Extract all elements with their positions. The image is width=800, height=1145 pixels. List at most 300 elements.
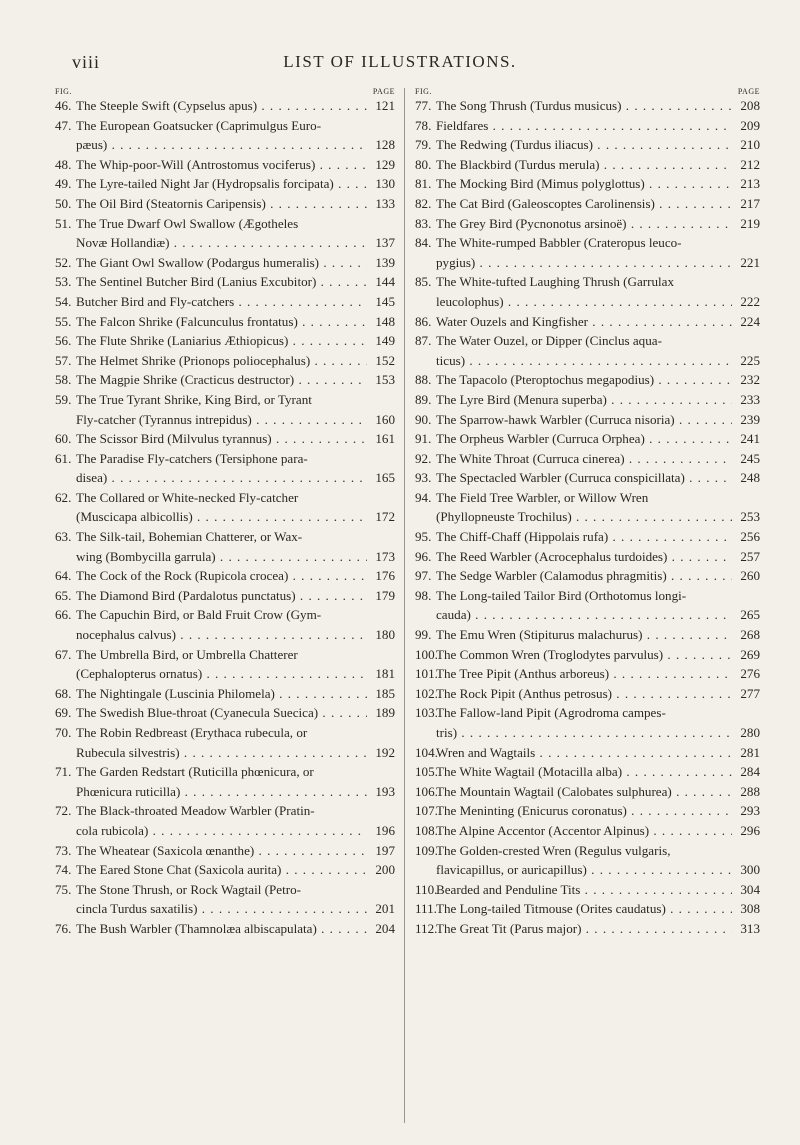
page-reference: 245 bbox=[740, 450, 760, 466]
figure-caption: The Alpine Accentor (Accentor Alpinus) . . . bbox=[436, 821, 732, 841]
list-item bbox=[415, 782, 760, 802]
list-item bbox=[415, 547, 760, 567]
list-item bbox=[55, 449, 395, 488]
list-item bbox=[415, 566, 760, 586]
list-item bbox=[55, 312, 395, 332]
page-reference: 308 bbox=[740, 901, 760, 917]
figure-caption: The Stone Thrush, or Rock Wagtail (Petro- bbox=[76, 881, 302, 897]
page-reference: 173 bbox=[375, 548, 395, 564]
list-item bbox=[55, 723, 395, 762]
list-item bbox=[55, 841, 395, 861]
figure-number: 107. bbox=[415, 803, 438, 819]
figure-number: 99. bbox=[415, 627, 432, 643]
list-item bbox=[55, 351, 395, 371]
page-heading: PAGE bbox=[737, 87, 760, 96]
list-item bbox=[415, 841, 760, 880]
page-number: viii bbox=[72, 52, 101, 72]
figure-number: 91. bbox=[415, 431, 432, 447]
list-item bbox=[55, 116, 395, 155]
figure-caption: The Sparrow-hawk Warbler (Curruca nisoria) . . . bbox=[436, 410, 732, 430]
figure-caption: Rubecula silvestris) . . . bbox=[76, 743, 367, 763]
list-item bbox=[55, 586, 395, 606]
list-item bbox=[55, 194, 395, 214]
list-item bbox=[55, 527, 395, 566]
figure-caption: The Emu Wren (Stipiturus malachurus) . . . bbox=[436, 625, 732, 645]
figure-caption: pæus) . . . bbox=[76, 135, 367, 155]
figure-caption: The Tree Pipit (Anthus arboreus) . . . bbox=[436, 664, 732, 684]
figure-caption: The Golden-crested Wren (Regulus vulgaris, bbox=[436, 842, 671, 858]
figure-number: 90. bbox=[415, 411, 432, 427]
figure-number: 106. bbox=[415, 783, 438, 799]
list-item bbox=[55, 645, 395, 684]
column-heading bbox=[415, 88, 760, 96]
page-reference: 197 bbox=[375, 842, 395, 858]
page-reference: 204 bbox=[375, 920, 395, 936]
figure-number: 49. bbox=[55, 176, 72, 192]
figure-caption: flavicapillus, or auricapillus) . . . bbox=[436, 860, 732, 880]
figure-number: 73. bbox=[55, 842, 72, 858]
figure-caption: (Cephalopterus ornatus) . . . bbox=[76, 664, 367, 684]
right-column bbox=[415, 88, 760, 939]
figure-number: 50. bbox=[55, 195, 72, 211]
figure-number: 76. bbox=[55, 920, 72, 936]
list-item bbox=[55, 292, 395, 312]
figure-caption: cauda) . . . bbox=[436, 605, 732, 625]
figure-caption: The Eared Stone Chat (Saxicola aurita) . . . bbox=[76, 860, 367, 880]
figure-number: 93. bbox=[415, 470, 432, 486]
figure-caption: nocephalus calvus) . . . bbox=[76, 625, 367, 645]
figure-caption: The Lyre Bird (Menura superba) . . . bbox=[436, 390, 732, 410]
figure-caption: The White Throat (Curruca cinerea) . . . bbox=[436, 449, 732, 469]
page-reference: 257 bbox=[740, 548, 760, 564]
page-reference: 189 bbox=[375, 705, 395, 721]
illustration-list-left bbox=[55, 96, 395, 939]
page-reference: 193 bbox=[375, 783, 395, 799]
list-item bbox=[415, 194, 760, 214]
figure-number: 46. bbox=[55, 98, 72, 113]
page-reference: 276 bbox=[740, 666, 760, 682]
figure-number: 96. bbox=[415, 548, 432, 564]
list-item bbox=[55, 253, 395, 273]
figure-caption: (Muscicapa albicollis) . . . bbox=[76, 507, 367, 527]
page-reference: 161 bbox=[375, 431, 395, 447]
figure-number: 104. bbox=[415, 744, 438, 760]
page-reference: 304 bbox=[740, 881, 760, 897]
list-item bbox=[55, 488, 395, 527]
figure-caption: pygius) . . . bbox=[436, 253, 732, 273]
page-reference: 139 bbox=[375, 254, 395, 270]
list-item bbox=[55, 96, 395, 116]
page-reference: 121 bbox=[375, 98, 395, 113]
figure-caption: The True Dwarf Owl Swallow (Ægotheles bbox=[76, 215, 299, 231]
figure-caption: The Grey Bird (Pycnonotus arsinoë) . . . bbox=[436, 214, 732, 234]
page-reference: 225 bbox=[740, 352, 760, 368]
page-reference: 288 bbox=[740, 783, 760, 799]
column-heading bbox=[55, 88, 395, 96]
list-item bbox=[415, 899, 760, 919]
list-item bbox=[415, 762, 760, 782]
figure-number: 98. bbox=[415, 587, 432, 603]
figure-number: 58. bbox=[55, 372, 72, 388]
figure-caption: The Swedish Blue-throat (Cyanecula Suecica) . . . bbox=[76, 703, 367, 723]
figure-number: 74. bbox=[55, 862, 72, 878]
figure-caption: The Long-tailed Tailor Bird (Orthotomus longi- bbox=[436, 587, 687, 603]
page-reference: 165 bbox=[375, 470, 395, 486]
figure-number: 84. bbox=[415, 235, 432, 251]
figure-number: 51. bbox=[55, 215, 72, 231]
list-item bbox=[55, 155, 395, 175]
figure-number: 55. bbox=[55, 313, 72, 329]
page-reference: 130 bbox=[375, 176, 395, 192]
figure-number: 88. bbox=[415, 372, 432, 388]
page-reference: 221 bbox=[740, 254, 760, 270]
figure-number: 47. bbox=[55, 117, 72, 133]
figure-number: 102. bbox=[415, 685, 438, 701]
figure-number: 110. bbox=[415, 881, 438, 897]
figure-number: 101. bbox=[415, 666, 438, 682]
page-reference: 148 bbox=[375, 313, 395, 329]
page-reference: 208 bbox=[740, 98, 760, 113]
figure-caption: The Sentinel Butcher Bird (Lanius Excubitor) . . . bbox=[76, 272, 367, 292]
figure-caption: The Reed Warbler (Acrocephalus turdoides) . . . bbox=[436, 547, 732, 567]
figure-number: 69. bbox=[55, 705, 72, 721]
left-column bbox=[55, 88, 395, 939]
page-reference: 200 bbox=[375, 862, 395, 878]
figure-number: 89. bbox=[415, 391, 432, 407]
figure-caption: The Diamond Bird (Pardalotus punctatus) . . . bbox=[76, 586, 367, 606]
page-reference: 293 bbox=[740, 803, 760, 819]
page-reference: 217 bbox=[740, 195, 760, 211]
figure-caption: The Garden Redstart (Ruticilla phœnicura, or bbox=[76, 764, 314, 780]
figure-number: 68. bbox=[55, 685, 72, 701]
list-item bbox=[415, 664, 760, 684]
page-reference: 172 bbox=[375, 509, 395, 525]
page-reference: 313 bbox=[740, 920, 760, 936]
list-item bbox=[415, 645, 760, 665]
list-item bbox=[415, 625, 760, 645]
list-item bbox=[415, 488, 760, 527]
figure-caption: The Oil Bird (Steatornis Caripensis) . . . bbox=[76, 194, 367, 214]
list-item bbox=[55, 272, 395, 292]
figure-caption: The Cock of the Rock (Rupicola crocea) . . . bbox=[76, 566, 367, 586]
figure-caption: disea) . . . bbox=[76, 468, 367, 488]
figure-number: 83. bbox=[415, 215, 432, 231]
figure-number: 54. bbox=[55, 293, 72, 309]
figure-caption: The Mountain Wagtail (Calobates sulphurea) . . . bbox=[436, 782, 732, 802]
figure-number: 66. bbox=[55, 607, 72, 623]
figure-caption: The Giant Owl Swallow (Podargus humeralis) . . . bbox=[76, 253, 367, 273]
page-reference: 152 bbox=[375, 352, 395, 368]
figure-caption: The Flute Shrike (Laniarius Æthiopicus) . . . bbox=[76, 331, 367, 351]
figure-number: 85. bbox=[415, 274, 432, 290]
list-item bbox=[415, 174, 760, 194]
page-reference: 128 bbox=[375, 137, 395, 153]
figure-caption: Wren and Wagtails . . . bbox=[436, 743, 732, 763]
figure-caption: The Field Tree Warbler, or Willow Wren bbox=[436, 489, 649, 505]
page-reference: 269 bbox=[740, 646, 760, 662]
figure-caption: tris) . . . bbox=[436, 723, 732, 743]
figure-caption: The Cat Bird (Galeoscoptes Carolinensis) . . . bbox=[436, 194, 732, 214]
figure-caption: The Long-tailed Titmouse (Orites caudatus) . . . bbox=[436, 899, 732, 919]
figure-caption: The Helmet Shrike (Prionops poliocephalus) . . . bbox=[76, 351, 367, 371]
figure-caption: leucolophus) . . . bbox=[436, 292, 732, 312]
figure-caption: The Wheatear (Saxicola œnanthe) . . . bbox=[76, 841, 367, 861]
list-item bbox=[415, 135, 760, 155]
figure-caption: The Chiff-Chaff (Hippolais rufa) . . . bbox=[436, 527, 732, 547]
column-divider bbox=[404, 88, 405, 1123]
figure-caption: The Mocking Bird (Mimus polyglottus) . . . bbox=[436, 174, 732, 194]
figure-number: 67. bbox=[55, 646, 72, 662]
page-reference: 145 bbox=[375, 293, 395, 309]
figure-caption: cincla Turdus saxatilis) . . . bbox=[76, 899, 367, 919]
figure-number: 81. bbox=[415, 176, 432, 192]
page-reference: 181 bbox=[375, 666, 395, 682]
list-item bbox=[415, 919, 760, 939]
list-item bbox=[415, 272, 760, 311]
list-item bbox=[415, 233, 760, 272]
figure-caption: The Common Wren (Troglodytes parvulus) . . . bbox=[436, 645, 732, 665]
page-reference: 201 bbox=[375, 901, 395, 917]
figure-caption: The European Goatsucker (Caprimulgus Euro- bbox=[76, 117, 322, 133]
list-item bbox=[415, 370, 760, 390]
list-item bbox=[415, 743, 760, 763]
figure-caption: The Meninting (Enicurus coronatus) . . . bbox=[436, 801, 732, 821]
page-reference: 153 bbox=[375, 372, 395, 388]
figure-caption: The Rock Pipit (Anthus petrosus) . . . bbox=[436, 684, 732, 704]
figure-number: 109. bbox=[415, 842, 438, 858]
figure-caption: ticus) . . . bbox=[436, 351, 732, 371]
figure-caption: The Collared or White-necked Fly-catcher bbox=[76, 489, 299, 505]
list-item bbox=[415, 312, 760, 332]
page-title: LIST OF ILLUSTRATIONS. bbox=[283, 52, 517, 71]
fig-heading: FIG. bbox=[55, 87, 72, 96]
list-item bbox=[55, 762, 395, 801]
list-item bbox=[415, 331, 760, 370]
list-item bbox=[415, 429, 760, 449]
list-item bbox=[415, 449, 760, 469]
figure-number: 64. bbox=[55, 568, 72, 584]
page-reference: 233 bbox=[740, 391, 760, 407]
page-reference: 284 bbox=[740, 764, 760, 780]
list-item bbox=[55, 566, 395, 586]
page-reference: 209 bbox=[740, 117, 760, 133]
figure-caption: The Scissor Bird (Milvulus tyrannus) . . . bbox=[76, 429, 367, 449]
figure-number: 60. bbox=[55, 431, 72, 447]
list-item bbox=[55, 919, 395, 939]
figure-caption: The Bush Warbler (Thamnolæa albiscapulata) . . . bbox=[76, 919, 367, 939]
page-reference: 281 bbox=[740, 744, 760, 760]
page-reference: 253 bbox=[740, 509, 760, 525]
figure-number: 103. bbox=[415, 705, 438, 721]
fig-heading: FIG. bbox=[415, 87, 432, 96]
figure-number: 65. bbox=[55, 587, 72, 603]
page-reference: 232 bbox=[740, 372, 760, 388]
figure-caption: cola rubicola) . . . bbox=[76, 821, 367, 841]
figure-caption: The Redwing (Turdus iliacus) . . . bbox=[436, 135, 732, 155]
list-item bbox=[55, 370, 395, 390]
page-heading: PAGE bbox=[372, 87, 395, 96]
page-reference: 222 bbox=[740, 293, 760, 309]
figure-caption: The White Wagtail (Motacilla alba) . . . bbox=[436, 762, 732, 782]
page-reference: 213 bbox=[740, 176, 760, 192]
figure-number: 112. bbox=[415, 920, 438, 936]
list-item bbox=[415, 586, 760, 625]
list-item bbox=[55, 390, 395, 429]
list-item bbox=[55, 174, 395, 194]
figure-caption: The Fallow-land Pipit (Agrodroma campes- bbox=[436, 705, 666, 721]
figure-caption: The True Tyrant Shrike, King Bird, or Tyrant bbox=[76, 391, 312, 407]
list-item bbox=[415, 703, 760, 742]
figure-caption: The White-tufted Laughing Thrush (Garrulax bbox=[436, 274, 675, 290]
figure-number: 72. bbox=[55, 803, 72, 819]
page-reference: 300 bbox=[740, 862, 760, 878]
page-reference: 219 bbox=[740, 215, 760, 231]
list-item bbox=[415, 684, 760, 704]
page-reference: 129 bbox=[375, 156, 395, 172]
figure-number: 63. bbox=[55, 529, 72, 545]
figure-caption: The Lyre-tailed Night Jar (Hydropsalis forcipata) . . . bbox=[76, 174, 367, 194]
figure-number: 78. bbox=[415, 117, 432, 133]
figure-caption: The Umbrella Bird, or Umbrella Chatterer bbox=[76, 646, 298, 662]
list-item bbox=[415, 155, 760, 175]
page-reference: 210 bbox=[740, 137, 760, 153]
page-reference: 241 bbox=[740, 431, 760, 447]
list-item bbox=[415, 390, 760, 410]
list-item bbox=[55, 684, 395, 704]
figure-caption: The Nightingale (Luscinia Philomela) . . . bbox=[76, 684, 367, 704]
list-item bbox=[415, 96, 760, 116]
figure-caption: The Tapacolo (Pteroptochus megapodius) . . . bbox=[436, 370, 732, 390]
figure-number: 87. bbox=[415, 333, 432, 349]
list-item bbox=[55, 429, 395, 449]
figure-caption: The Spectacled Warbler (Curruca conspicillata) . . . bbox=[436, 468, 732, 488]
page-reference: 196 bbox=[375, 822, 395, 838]
page-reference: 144 bbox=[375, 274, 395, 290]
figure-number: 75. bbox=[55, 881, 72, 897]
list-item bbox=[415, 821, 760, 841]
figure-caption: The Black-throated Meadow Warbler (Pratin- bbox=[76, 803, 315, 819]
figure-number: 82. bbox=[415, 195, 432, 211]
figure-number: 92. bbox=[415, 450, 432, 466]
figure-number: 80. bbox=[415, 156, 432, 172]
figure-number: 59. bbox=[55, 391, 72, 407]
illustration-list-right bbox=[415, 96, 760, 939]
page-reference: 277 bbox=[740, 685, 760, 701]
figure-number: 105. bbox=[415, 764, 438, 780]
figure-caption: The White-rumped Babbler (Crateropus leuco- bbox=[436, 235, 682, 251]
figure-caption: The Whip-poor-Will (Antrostomus vociferus) . . . bbox=[76, 155, 367, 175]
page-reference: 192 bbox=[375, 744, 395, 760]
figure-number: 108. bbox=[415, 822, 438, 838]
figure-caption: wing (Bombycilla garrula) . . . bbox=[76, 547, 367, 567]
figure-caption: The Falcon Shrike (Falcunculus frontatus) . . . bbox=[76, 312, 367, 332]
page-reference: 296 bbox=[740, 822, 760, 838]
page-reference: 256 bbox=[740, 529, 760, 545]
list-item bbox=[415, 116, 760, 136]
figure-number: 111. bbox=[415, 901, 437, 917]
list-item bbox=[55, 860, 395, 880]
figure-number: 94. bbox=[415, 489, 432, 505]
figure-caption: Phœnicura ruticilla) . . . bbox=[76, 782, 367, 802]
figure-number: 61. bbox=[55, 450, 72, 466]
list-item bbox=[55, 801, 395, 840]
list-item bbox=[415, 801, 760, 821]
figure-caption: The Water Ouzel, or Dipper (Cinclus aqua- bbox=[436, 333, 662, 349]
figure-caption: The Song Thrush (Turdus musicus) . . . bbox=[436, 96, 732, 116]
page-reference: 185 bbox=[375, 685, 395, 701]
figure-caption: The Robin Redbreast (Erythaca rubecula, or bbox=[76, 725, 308, 740]
page-reference: 260 bbox=[740, 568, 760, 584]
page-reference: 248 bbox=[740, 470, 760, 486]
page-reference: 212 bbox=[740, 156, 760, 172]
list-item bbox=[55, 703, 395, 723]
figure-caption: Fly-catcher (Tyrannus intrepidus) . . . bbox=[76, 410, 367, 430]
list-item bbox=[415, 214, 760, 234]
figure-number: 62. bbox=[55, 489, 72, 505]
page-reference: 160 bbox=[375, 411, 395, 427]
figure-caption: The Steeple Swift (Cypselus apus) . . . bbox=[76, 96, 367, 116]
figure-caption: (Phyllopneuste Trochilus) . . . bbox=[436, 507, 732, 527]
list-item bbox=[55, 214, 395, 253]
page-reference: 180 bbox=[375, 627, 395, 643]
list-item bbox=[415, 527, 760, 547]
page-reference: 179 bbox=[375, 587, 395, 603]
figure-caption: The Capuchin Bird, or Bald Fruit Crow (Gym- bbox=[76, 607, 322, 623]
page-reference: 239 bbox=[740, 411, 760, 427]
figure-caption: Fieldfares . . . bbox=[436, 116, 732, 136]
figure-number: 70. bbox=[55, 725, 72, 740]
figure-number: 53. bbox=[55, 274, 72, 290]
figure-caption: The Great Tit (Parus major) . . . bbox=[436, 919, 732, 939]
list-item bbox=[55, 605, 395, 644]
page-reference: 137 bbox=[375, 235, 395, 251]
figure-caption: Bearded and Penduline Tits . . . bbox=[436, 880, 732, 900]
figure-caption: Water Ouzels and Kingfisher . . . bbox=[436, 312, 732, 332]
figure-number: 57. bbox=[55, 352, 72, 368]
figure-number: 71. bbox=[55, 764, 72, 780]
page-reference: 133 bbox=[375, 195, 395, 211]
figure-number: 77. bbox=[415, 98, 432, 113]
figure-caption: The Paradise Fly-catchers (Tersiphone para- bbox=[76, 450, 308, 466]
figure-number: 56. bbox=[55, 333, 72, 349]
figure-caption: Butcher Bird and Fly-catchers . . . bbox=[76, 292, 367, 312]
page-reference: 149 bbox=[375, 333, 395, 349]
list-item bbox=[415, 410, 760, 430]
figure-caption: The Silk-tail, Bohemian Chatterer, or Wax- bbox=[76, 529, 303, 545]
page-reference: 280 bbox=[740, 725, 760, 740]
figure-number: 79. bbox=[415, 137, 432, 153]
page-reference: 268 bbox=[740, 627, 760, 643]
figure-caption: The Magpie Shrike (Cracticus destructor) . . . bbox=[76, 370, 367, 390]
figure-number: 86. bbox=[415, 313, 432, 329]
figure-caption: The Orpheus Warbler (Curruca Orphea) . . . bbox=[436, 429, 732, 449]
figure-number: 100. bbox=[415, 646, 438, 662]
figure-caption: The Blackbird (Turdus merula) . . . bbox=[436, 155, 732, 175]
list-item bbox=[415, 880, 760, 900]
figure-number: 52. bbox=[55, 254, 72, 270]
list-item bbox=[55, 331, 395, 351]
page-reference: 265 bbox=[740, 607, 760, 623]
figure-number: 97. bbox=[415, 568, 432, 584]
figure-number: 95. bbox=[415, 529, 432, 545]
figure-caption: The Sedge Warbler (Calamodus phragmitis) . . . bbox=[436, 566, 732, 586]
list-item bbox=[55, 880, 395, 919]
figure-number: 48. bbox=[55, 156, 72, 172]
figure-caption: Novæ Hollandiæ) . . . bbox=[76, 233, 367, 253]
page-reference: 176 bbox=[375, 568, 395, 584]
page-reference: 224 bbox=[740, 313, 760, 329]
list-item bbox=[415, 468, 760, 488]
